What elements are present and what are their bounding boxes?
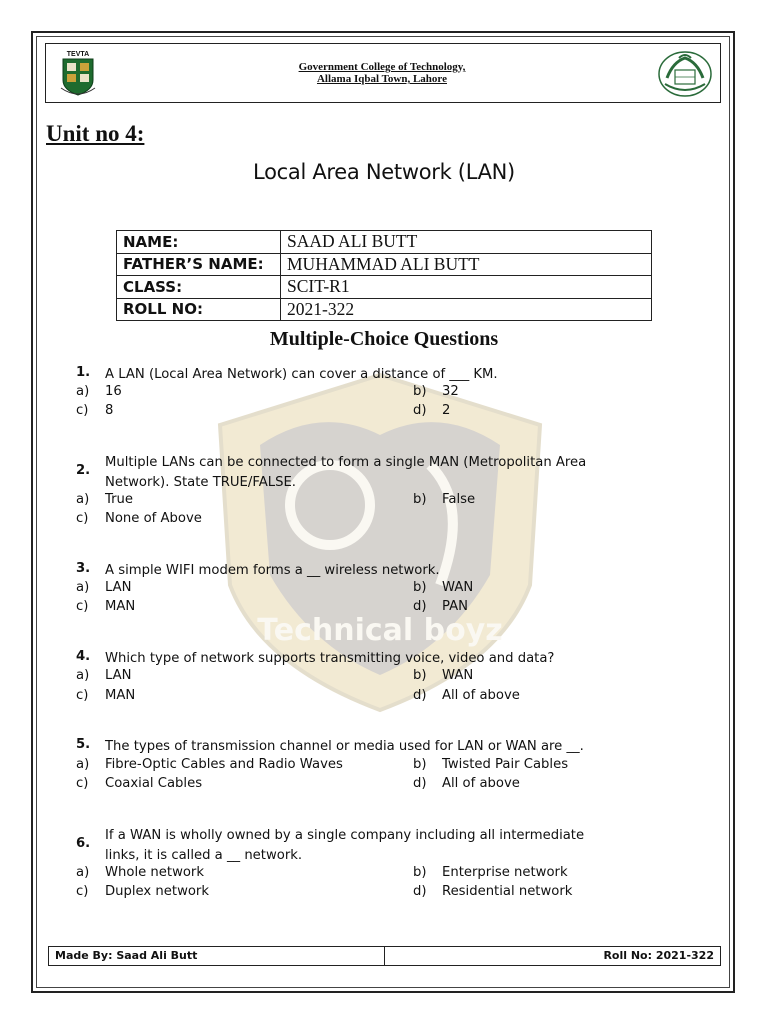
tevta-logo-text: TEVTA (66, 51, 90, 58)
college-name (180, 61, 584, 85)
option-text: WAN (442, 580, 474, 595)
option-text: 8 (105, 403, 114, 418)
option-text: Whole network (105, 865, 204, 880)
option-text: PAN (442, 599, 468, 614)
question-text: The types of transmission channel or media used for LAN or WAN are __. (105, 739, 584, 754)
document-title: Local Area Network (LAN) (253, 160, 515, 184)
footer-divider (384, 947, 385, 965)
info-value: SCIT-R1 (281, 276, 652, 299)
info-key: NAME: (117, 231, 281, 254)
option-letter: d) (413, 403, 427, 418)
option-letter: a) (76, 492, 90, 507)
option-text: LAN (105, 580, 132, 595)
option-letter: a) (76, 865, 90, 880)
option-text: Enterprise network (442, 865, 568, 880)
option-text: WAN (442, 668, 474, 683)
option-letter: b) (413, 492, 427, 507)
question-text: A simple WIFI modem forms a __ wireless network. (105, 563, 440, 578)
info-row (117, 298, 652, 321)
info-value: MUHAMMAD ALI BUTT (281, 253, 652, 276)
option-letter: a) (76, 580, 90, 595)
option-letter: b) (413, 865, 427, 880)
option-letter: a) (76, 757, 90, 772)
question-number: 3. (76, 561, 91, 576)
option-letter: d) (413, 688, 427, 703)
option-text: Coaxial Cables (105, 776, 203, 791)
option-letter: a) (76, 668, 90, 683)
option-text: False (442, 492, 476, 507)
option-text: Residential network (442, 884, 573, 899)
question-text: Multiple LANs can be connected to form a single MAN (Metropolitan Area Network). State TRUE/FALSE. (105, 455, 587, 490)
option-text: None of Above (105, 511, 202, 526)
info-key: ROLL NO: (117, 298, 281, 321)
info-row (117, 231, 652, 254)
mcq-section-title: Multiple-Choice Questions (269, 328, 499, 350)
student-info-table (116, 230, 652, 321)
punjab-govt-logo (653, 48, 717, 98)
info-key: CLASS: (117, 276, 281, 299)
option-text: All of above (442, 776, 520, 791)
info-value: 2021-322 (281, 298, 652, 321)
info-row (117, 253, 652, 276)
option-text: Duplex network (105, 884, 209, 899)
option-letter: c) (76, 599, 89, 614)
question-number: 5. (76, 737, 91, 752)
option-text: MAN (105, 599, 136, 614)
option-text: 32 (442, 384, 459, 399)
option-letter: b) (413, 757, 427, 772)
college-line-1: Government College of Technology, (298, 61, 466, 73)
option-letter: b) (413, 668, 427, 683)
question-number: 6. (76, 836, 91, 851)
option-text: 2 (442, 403, 451, 418)
unit-title: Unit no 4: (46, 121, 145, 146)
question-text: A LAN (Local Area Network) can cover a distance of ___ KM. (105, 367, 498, 382)
option-text: 16 (105, 384, 122, 399)
option-letter: c) (76, 884, 89, 899)
footer-roll-no: Roll No: 2021-322 (603, 949, 714, 962)
footer-bar (48, 946, 721, 966)
option-letter: c) (76, 776, 89, 791)
option-text: Twisted Pair Cables (442, 757, 569, 772)
college-line-2: Allama Iqbal Town, Lahore (316, 73, 447, 85)
option-letter: b) (413, 384, 427, 399)
option-text: All of above (442, 688, 520, 703)
question-text: If a WAN is wholly owned by a single company including all intermediate links, it is called a __ network. (105, 828, 585, 863)
info-value: SAAD ALI BUTT (281, 231, 652, 254)
option-letter: d) (413, 599, 427, 614)
option-letter: c) (76, 511, 89, 526)
question-number: 1. (76, 365, 91, 380)
option-text: Fibre-Optic Cables and Radio Waves (105, 757, 343, 772)
option-letter: b) (413, 580, 427, 595)
option-text: True (105, 492, 134, 507)
info-row (117, 276, 652, 299)
question-number: 2. (76, 463, 91, 478)
option-text: LAN (105, 668, 132, 683)
option-text: MAN (105, 688, 136, 703)
question-text: Which type of network supports transmitting voice, video and data? (105, 651, 555, 666)
option-letter: d) (413, 884, 427, 899)
option-letter: c) (76, 688, 89, 703)
info-key: FATHER’S NAME: (117, 253, 281, 276)
option-letter: c) (76, 403, 89, 418)
option-letter: a) (76, 384, 90, 399)
option-letter: d) (413, 776, 427, 791)
question-number: 4. (76, 649, 91, 664)
watermark-text: Technical boyz (257, 613, 503, 648)
tevta-logo (51, 48, 105, 98)
footer-made-by: Made By: Saad Ali Butt (55, 949, 198, 962)
